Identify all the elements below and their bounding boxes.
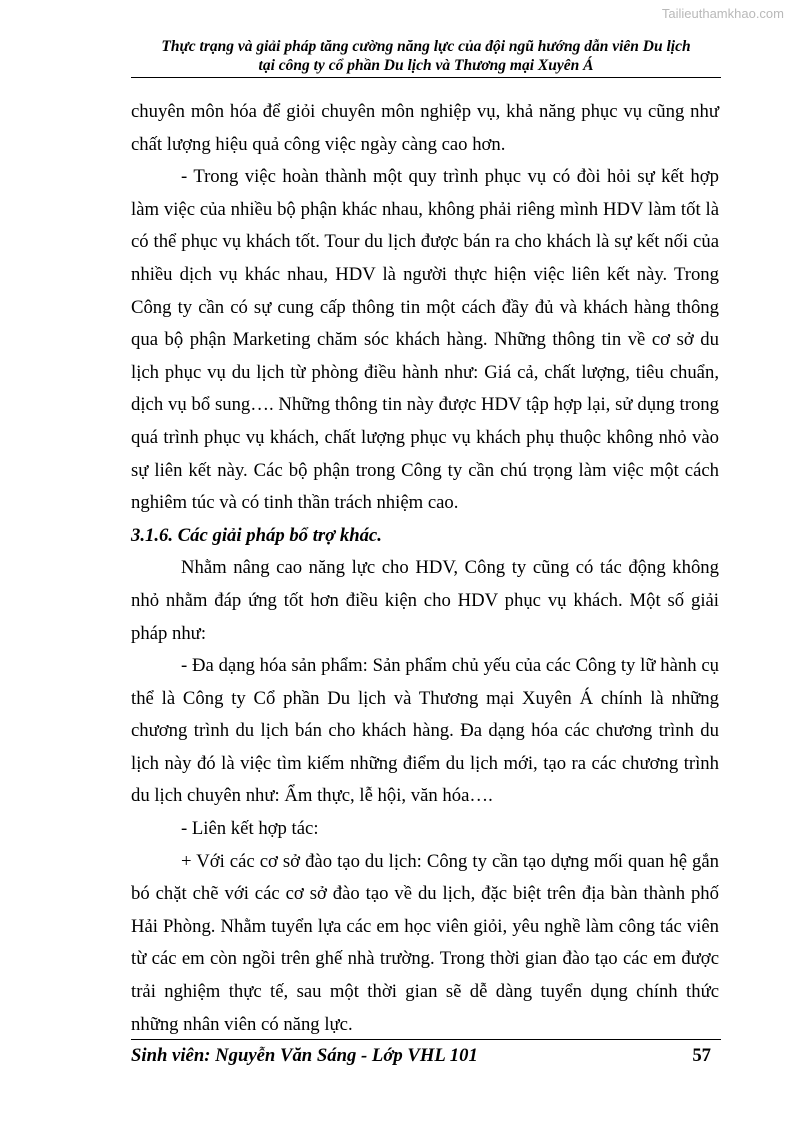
paragraph-5: - Liên kết hợp tác: (181, 818, 319, 840)
page-header (131, 37, 721, 75)
header-title-line-2: tại công ty cổ phần Du lịch và Thương mại Xuyên Á (258, 57, 594, 74)
page-body (131, 96, 719, 1041)
paragraph-2: - Trong việc hoàn thành một quy trình phục vụ có đòi hỏi sự kết hợp làm việc của nhiều bộ phận khác nhau, không phải riêng mình HDV làm tốt là có thể phục vụ khách tốt. Tour du lịch được bán ra cho khách là sự kết nối của nhiều dịch vụ khác nhau, HDV là người thực hiện việc liên kết này. Trong Công ty cần có sự cung cấp thông tin một cách đầy đủ và khách hàng thông qua bộ phận Marketing chăm sóc khách hàng. Những thông tin về cơ sở du lịch phục vụ du lịch từ phòng điều hành như: Giá cả, chất lượng, tiêu chuẩn, dịch vụ bổ sung…. Những thông tin này được HDV tập hợp lại, sử dụng trong quá trình phục vụ khách, chất lượng phục vụ khách phụ thuộc không nhỏ vào sự liên kết này. Các bộ phận trong Công ty cần chú trọng làm việc một cách nghiêm túc và có tinh thần trách nhiệm cao. (131, 166, 719, 514)
paragraph-6: + Với các cơ sở đào tạo du lịch: Công ty cần tạo dựng mối quan hệ gắn bó chặt chẽ với các cơ sở đào tạo về du lịch, đặc biệt trên địa bàn thành phố Hải Phòng. Nhằm tuyển lựa các em học viên giỏi, yêu nghề làm công tác viên từ các em còn ngồi trên ghế nhà trường. Trong thời gian đào tạo các em được trải nghiệm thực tế, sau một thời gian sẽ dễ dàng tuyển dụng chính thức những nhân viên có năng lực. (131, 850, 719, 1035)
header-title-line-1: Thực trạng và giải pháp tăng cường năng lực của đội ngũ hướng dẫn viên Du lịch (161, 38, 691, 55)
paragraph-4: - Đa dạng hóa sản phẩm: Sản phẩm chủ yếu của các Công ty lữ hành cụ thể là Công ty Cổ phần Du lịch và Thương mại Xuyên Á chính là những chương trình du lịch bán cho khách hàng. Đa dạng hóa các chương trình du lịch này đó là việc tìm kiếm những điểm du lịch mới, tạo ra các chương trình du lịch chuyên như: Ẩm thực, lễ hội, văn hóa…. (131, 655, 719, 807)
paragraph-1: chuyên môn hóa để giỏi chuyên môn nghiệp vụ, khả năng phục vụ cũng như chất lượng hiệu quả công việc ngày càng cao hơn. (131, 101, 719, 155)
paragraph-3: Nhằm nâng cao năng lực cho HDV, Công ty cũng có tác động không nhỏ nhằm đáp ứng tốt hơn điều kiện cho HDV phục vụ khách. Một số giải pháp như: (131, 557, 719, 644)
watermark: Tailieuthamkhao.com (661, 6, 784, 21)
section-heading: 3.1.6. Các giải pháp bổ trợ khác. (131, 524, 382, 546)
footer-divider (131, 1039, 721, 1040)
page-number: 57 (692, 1045, 711, 1066)
header-divider (131, 77, 721, 78)
page-footer (131, 1043, 711, 1069)
footer-author: Sinh viên: Nguyễn Văn Sáng - Lớp VHL 101 (131, 1045, 478, 1066)
